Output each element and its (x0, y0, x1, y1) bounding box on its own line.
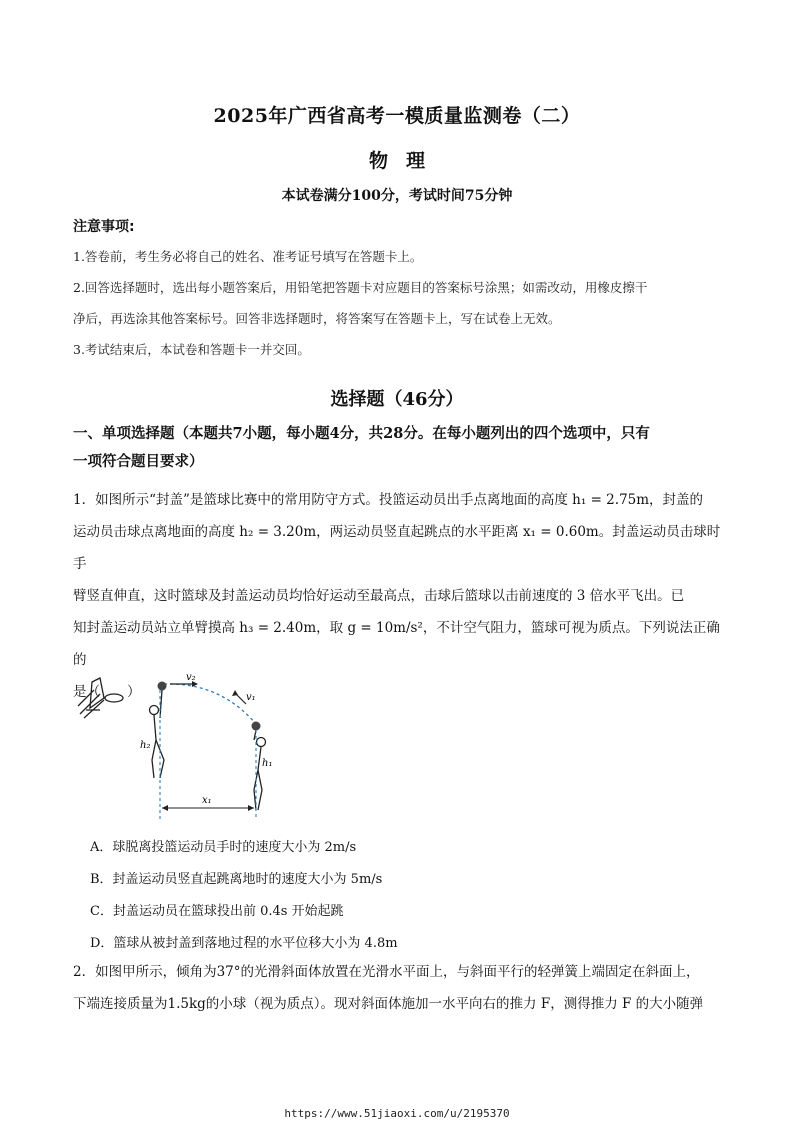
question-2 (73, 956, 723, 1020)
h1-label: h₁ (262, 758, 273, 769)
footer-url[interactable]: https://www.51jiaoxi.com/u/2195370 (284, 1107, 510, 1120)
exam-info: 本试卷满分100分，考试时间75分钟 (281, 188, 513, 204)
question-line: 知封盖运动员站立单臂摸高 h₃ = 2.40m，取 g = 10m/s²，不计空气阻力，篮球可视为质点。下列说法正确的 (73, 620, 720, 668)
part-instructions (73, 420, 723, 476)
section-title: 选择题（46分） (330, 389, 464, 410)
question-line: 是（ ） (73, 684, 141, 700)
note-item: 2.回答选择题时，选出每小题答案后，用铅笔把答题卡对应题目的答案标号涂黑；如需改动，用橡皮擦干 (73, 280, 648, 295)
option-b: B．封盖运动员竖直起跳离地时的速度大小为 5m/s (90, 872, 383, 887)
part-line: 一、单项选择题（本题共7小题，每小题4分，共28分。在每小题列出的四个选项中，只有 (73, 425, 650, 442)
notes-heading: 注意事项: (73, 219, 135, 235)
note-item: 净后，再选涂其他答案标号。回答非选择题时，将答案写在答题卡上，写在试卷上无效。 (73, 311, 561, 326)
subject-title: 物理 (368, 150, 443, 172)
x1-label: x₁ (202, 795, 212, 806)
question-line: 下端连接质量为1.5kg的小球（视为质点）。现对斜面体施加一水平向右的推力 F，测得推力 F 的大小随弹 (73, 996, 704, 1012)
defender-figure-icon (150, 690, 165, 778)
question-line: 臂竖直伸直，这时篮球及封盖运动员均恰好运动至最高点，击球后篮球以击前速度的 3 倍水平飞出。已 (73, 588, 685, 604)
option-d: D．篮球从被封盖到落地过程的水平位移大小为 4.8m (90, 936, 398, 951)
v1-label: v₁ (246, 692, 256, 703)
question-line: 1．如图所示“封盖”是篮球比赛中的常用防守方式。投篮运动员出手点离地面的高度 h₁ = 2.75m，封盖的 (73, 492, 704, 508)
option-a: A．球脱离投篮运动员手时的速度大小为 2m/s (90, 840, 357, 855)
block-shot-figure (70, 670, 280, 830)
basketball-hoop-icon (78, 678, 123, 718)
option-c: C．封盖运动员在篮球投出前 0.4s 开始起跳 (90, 904, 344, 919)
question-line: 2．如图甲所示，倾角为37°的光滑斜面体放置在光滑水平面上，与斜面平行的轻弹簧上端固定在斜面上， (73, 964, 700, 980)
h2-label: h₂ (140, 740, 151, 751)
exam-title: 2025年广西省高考一模质量监测卷（二） (213, 105, 581, 127)
part-line: 一项符合题目要求） (73, 453, 204, 470)
question-line: 运动员击球点离地面的高度 h₂ = 3.20m，两运动员竖直起跳点的水平距离 x₁ = 0.60m。封盖运动员击球时手 (73, 524, 721, 572)
note-item: 1.答卷前，考生务必将自己的姓名、准考证号填写在答题卡上。 (73, 249, 423, 264)
note-item: 3.考试结束后，本试卷和答题卡一并交回。 (73, 342, 310, 357)
v2-label: v₂ (186, 672, 196, 683)
